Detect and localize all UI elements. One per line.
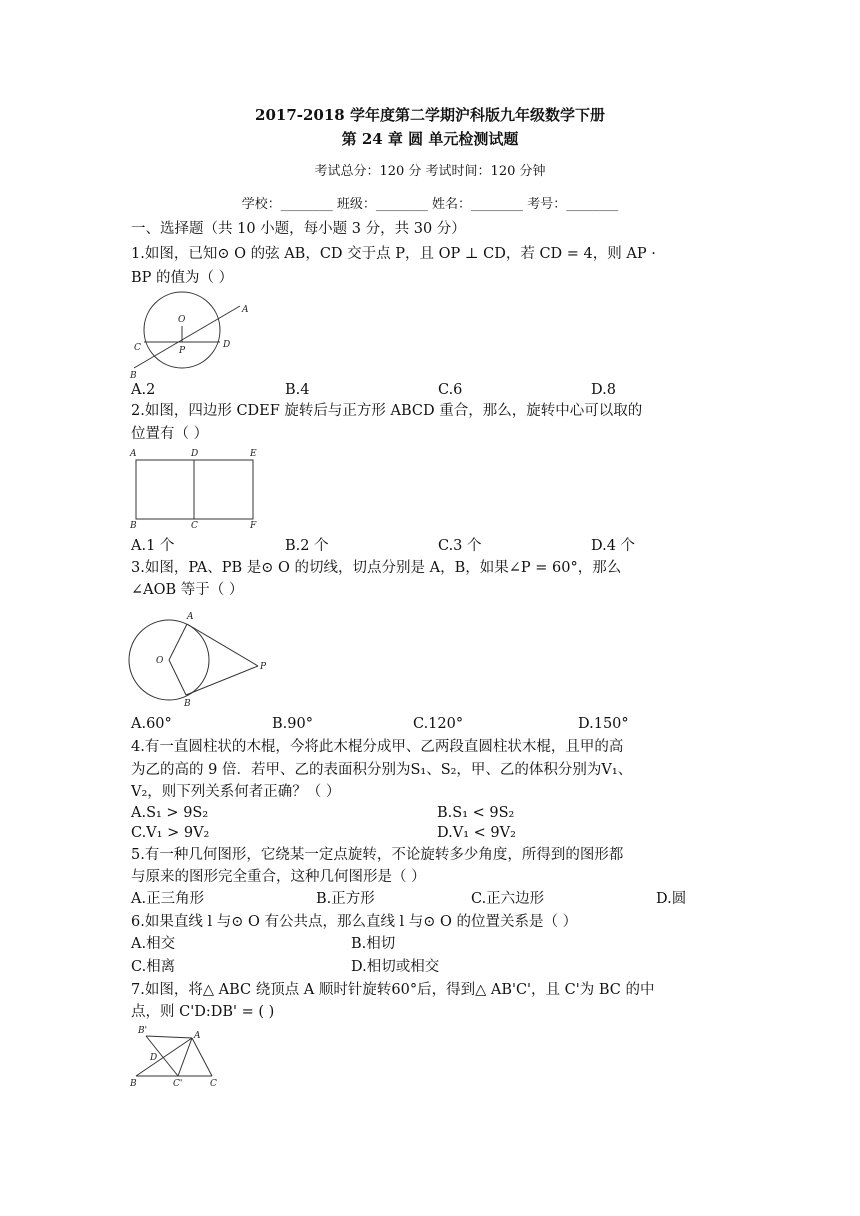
q3-option-b: B.90° bbox=[272, 716, 313, 732]
q3-option-d: D.150° bbox=[578, 716, 629, 732]
q2-option-a: A.1 个 bbox=[131, 538, 175, 554]
exam-info: 考试总分：120 分 考试时间：120 分钟 bbox=[314, 164, 546, 179]
q2-line1: 2.如图，四边形 CDEF 旋转后与正方形 ABCD 重合，那么，旋转中心可以取的 bbox=[131, 403, 643, 419]
q1-option-d: D.8 bbox=[591, 382, 616, 398]
q4-line1: 4.有一直圆柱状的木棍，今将此木棍分成甲、乙两段直圆柱状木棍，且甲的高 bbox=[131, 739, 624, 755]
q1-line1: 1.如图，已知⊙ O 的弦 AB，CD 交于点 P，且 OP ⊥ CD，若 CD = 4，则 AP · bbox=[131, 246, 656, 262]
q1-option-b: B.4 bbox=[285, 382, 310, 398]
q4-line3: V₂，则下列关系何者正确？（ ） bbox=[131, 784, 341, 800]
q1-option-c: C.6 bbox=[438, 382, 463, 398]
q6-option-a: A.相交 bbox=[131, 936, 176, 952]
q3-label-b: B bbox=[184, 699, 191, 709]
q1-option-a: A.2 bbox=[131, 382, 156, 398]
q7-line2: 点，则 C'D:DB' = ( ) bbox=[131, 1004, 275, 1020]
q5-option-a: A.正三角形 bbox=[131, 891, 205, 907]
q7-label-b-prime: B' bbox=[138, 1026, 148, 1036]
q1-circle-figure bbox=[128, 290, 258, 380]
q3-option-a: A.60° bbox=[131, 716, 172, 732]
q2-option-b: B.2 个 bbox=[285, 538, 329, 554]
q5-option-c: C.正六边形 bbox=[471, 891, 545, 907]
q1-line2: BP 的值为（ ） bbox=[131, 270, 234, 286]
q1-label-c: C bbox=[134, 343, 141, 353]
q4-line2: 为乙的高的 9 倍．若甲、乙的表面积分别为S₁、S₂，甲、乙的体积分别为V₁、 bbox=[131, 762, 633, 778]
q6-option-c: C.相离 bbox=[131, 959, 176, 975]
q1-label-a: A bbox=[242, 305, 249, 315]
q7-rotation-figure bbox=[128, 1024, 224, 1090]
q7-label-c: C bbox=[210, 1079, 217, 1089]
q4-option-c: C.V₁ > 9V₂ bbox=[131, 825, 210, 841]
q2-label-a: A bbox=[130, 449, 137, 459]
q7-label-b: B bbox=[130, 1079, 137, 1089]
q3-label-p: P bbox=[260, 662, 267, 672]
q7-line1: 7.如图，将△ ABC 绕顶点 A 顺时针旋转60°后，得到△ AB'C'，且 C'为 BC 的中 bbox=[131, 982, 655, 998]
q2-square-figure bbox=[128, 446, 266, 534]
q1-label-o: O bbox=[178, 315, 186, 325]
q2-label-d: D bbox=[191, 449, 199, 459]
student-info: 学校：________ 班级：________ 姓名：________ 考号：________ bbox=[241, 197, 619, 212]
q2-option-c: C.3 个 bbox=[438, 538, 482, 554]
q6-option-b: B.相切 bbox=[351, 936, 396, 952]
q3-option-c: C.120° bbox=[413, 716, 464, 732]
q4-option-a: A.S₁ > 9S₂ bbox=[131, 805, 209, 821]
exam-title-line2: 第 24 章 圆 单元检测试题 bbox=[341, 130, 519, 148]
q3-tangent-figure bbox=[126, 606, 272, 710]
q7-label-c-prime: C' bbox=[173, 1079, 183, 1089]
q2-label-b: B bbox=[130, 521, 137, 531]
section-heading: 一、选择题（共 10 小题，每小题 3 分，共 30 分） bbox=[131, 221, 466, 237]
q6-line1: 6.如果直线 l 与⊙ O 有公共点，那么直线 l 与⊙ O 的位置关系是（ ） bbox=[131, 914, 578, 930]
q7-label-d: D bbox=[150, 1053, 158, 1063]
q6-option-d: D.相切或相交 bbox=[351, 959, 440, 975]
q5-line1: 5.有一种几何图形，它绕某一定点旋转，不论旋转多少角度，所得到的图形都 bbox=[131, 847, 624, 863]
q5-line2: 与原来的图形完全重合，这种几何图形是（ ） bbox=[131, 869, 426, 885]
exam-title-line1: 2017-2018 学年度第二学期沪科版九年级数学下册 bbox=[255, 106, 605, 124]
q4-option-d: D.V₁ < 9V₂ bbox=[437, 825, 516, 841]
q2-option-d: D.4 个 bbox=[591, 538, 636, 554]
q3-line1: 3.如图，PA、PB 是⊙ O 的切线，切点分别是 A，B，如果∠P = 60°，那么 bbox=[131, 560, 622, 576]
q5-option-b: B.正方形 bbox=[316, 891, 375, 907]
q3-label-o: O bbox=[156, 656, 164, 666]
q2-label-e: E bbox=[250, 449, 257, 459]
q1-label-d: D bbox=[223, 340, 231, 350]
q1-label-b: B bbox=[130, 371, 137, 380]
q3-line2: ∠AOB 等于（ ） bbox=[131, 582, 244, 598]
q2-label-f: F bbox=[250, 521, 257, 531]
q3-label-a: A bbox=[187, 612, 194, 622]
q7-label-a: A bbox=[194, 1031, 201, 1041]
q2-label-c: C bbox=[191, 521, 198, 531]
q2-line2: 位置有（ ） bbox=[131, 426, 209, 442]
q1-label-p: P bbox=[179, 346, 186, 356]
q4-option-b: B.S₁ < 9S₂ bbox=[437, 805, 515, 821]
q5-option-d: D.圆 bbox=[656, 891, 687, 907]
